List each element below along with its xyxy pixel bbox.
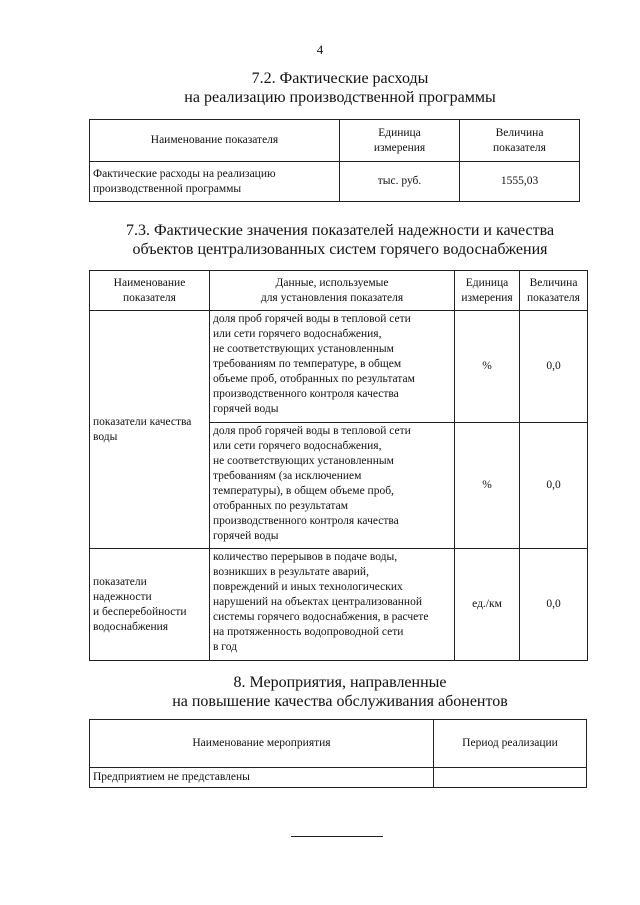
header-name: Наименование показателя xyxy=(90,120,340,162)
header-unit: Единица измерения xyxy=(455,271,520,311)
table-row xyxy=(90,549,588,661)
row-value: 0,0 xyxy=(520,311,588,423)
row-description: количество перерывов в подаче воды, возникших в результате аварий, повреждений и иных технологических нарушений на объектах централизованной системы горячего водоснабжения, в расчете на протяженность водопроводной сети в год xyxy=(210,549,455,661)
expenses-table xyxy=(89,119,580,202)
row-period xyxy=(434,768,587,788)
header-value: Величина показателя xyxy=(520,271,588,311)
table-row xyxy=(90,768,587,788)
row-description: доля проб горячей воды в тепловой сети или сети горячего водоснабжения, не соответствующих установленным требованиям (за исключением температуры), в общем объеме проб, отобранных по результатам производственного контроля качества горячей воды xyxy=(210,423,455,549)
measures-table xyxy=(89,719,587,788)
end-divider xyxy=(291,836,383,837)
group-quality-name: показатели качества воды xyxy=(90,311,210,549)
section-8-title: 8. Мероприятия, направленные на повышение качества обслуживания абонентов xyxy=(172,674,508,710)
header-indicator: Наименование показателя xyxy=(90,271,210,311)
measures-table-header xyxy=(90,720,587,768)
row-unit: % xyxy=(455,311,520,423)
table-row xyxy=(90,311,588,423)
row-measure-name: Предприятием не представлены xyxy=(90,768,434,788)
table-row xyxy=(90,162,580,202)
row-value: 0,0 xyxy=(520,549,588,661)
group-reliability-name: показатели надежности и бесперебойности водоснабжения xyxy=(90,549,210,661)
row-name: Фактические расходы на реализацию производственной программы xyxy=(90,162,340,202)
expenses-table-header xyxy=(90,120,580,162)
section-7-2-title: 7.2. Фактические расходы на реализацию производственной программы xyxy=(184,70,496,106)
header-measure-name: Наименование мероприятия xyxy=(90,720,434,768)
row-description: доля проб горячей воды в тепловой сети или сети горячего водоснабжения, не соответствующих установленным требованиям по температуре, в общем объеме проб, отобранных по результатам производственного контроля качества горячей воды xyxy=(210,311,455,423)
row-unit: % xyxy=(455,423,520,549)
header-data: Данные, используемые для установления показателя xyxy=(210,271,455,311)
row-value: 0,0 xyxy=(520,423,588,549)
row-unit: ед./км xyxy=(455,549,520,661)
header-unit: Единица измерения xyxy=(340,120,460,162)
row-value: 1555,03 xyxy=(460,162,580,202)
page-number: 4 xyxy=(316,42,324,57)
reliability-table xyxy=(89,270,588,661)
row-unit: тыс. руб. xyxy=(340,162,460,202)
header-period: Период реализации xyxy=(434,720,587,768)
header-value: Величина показателя xyxy=(460,120,580,162)
section-7-3-title: 7.3. Фактические значения показателей надежности и качества объектов централизованных систем горячего водоснабжения xyxy=(125,222,555,258)
reliability-table-header xyxy=(90,271,588,311)
